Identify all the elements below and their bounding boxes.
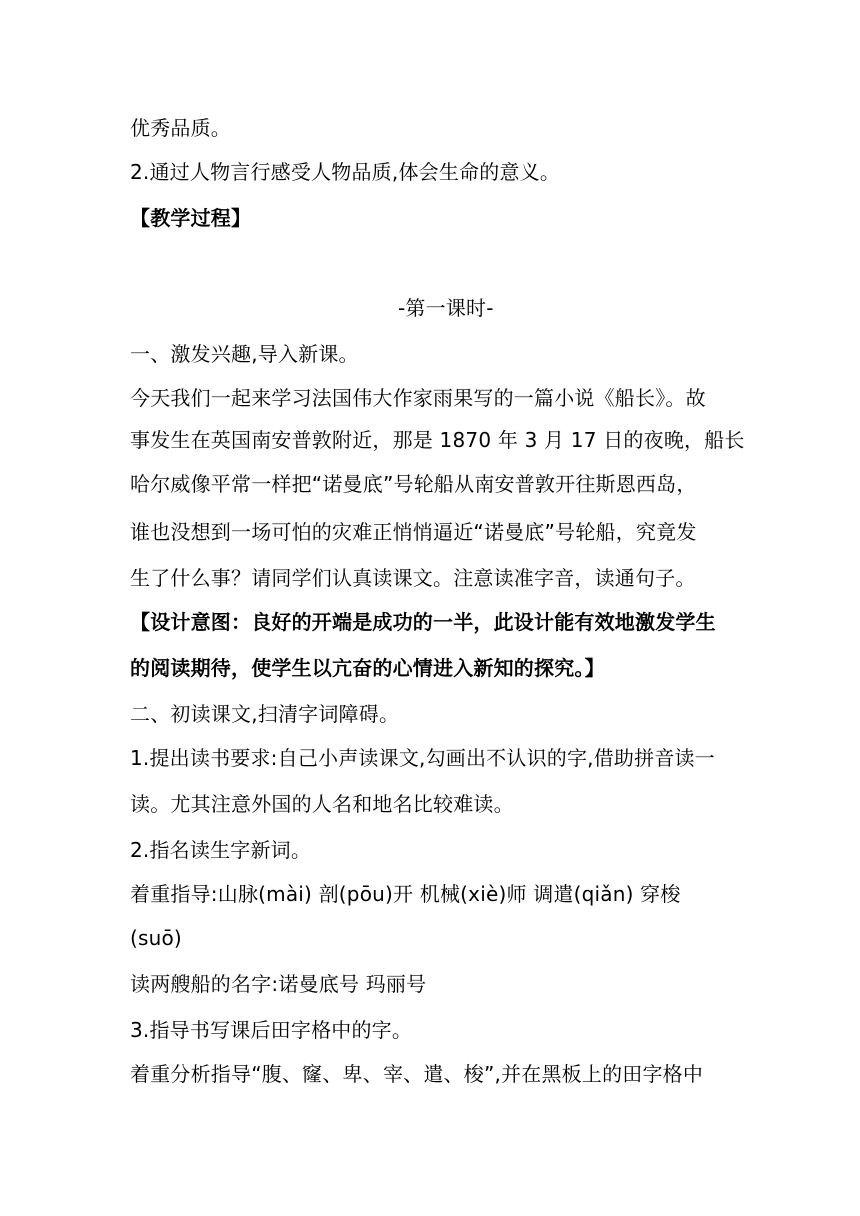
objective-2: 2.通过人物言行感受人物品质,体会生命的意义。 bbox=[130, 160, 561, 184]
intro-line: 今天我们一起来学习法国伟大作家雨果写的一篇小说《船长》。故 bbox=[130, 386, 706, 410]
objectives-tail: 优秀品质。 bbox=[130, 116, 231, 140]
step-2-heading: 二、初读课文,扫清字词障碍。 bbox=[130, 702, 400, 726]
item-1-line: 1.提出读书要求:自己小声读课文,勾画出不认识的字,借助拼音读一 bbox=[130, 746, 715, 770]
ship-names: 读两艘船的名字:诺曼底号 玛丽号 bbox=[130, 972, 427, 996]
intro-line: 事发生在英国南安普敦附近，那是 1870 年 3 月 17 日的夜晚，船长 bbox=[130, 428, 745, 452]
design-note-line: 【设计意图：良好的开端是成功的一半，此设计能有效地激发学生 bbox=[130, 610, 716, 634]
item-2: 2.指名读生字新词。 bbox=[130, 838, 312, 862]
design-note-line: 的阅读期待，使学生以亢奋的心情进入新知的探究。】 bbox=[130, 656, 605, 680]
section-process-heading: 【教学过程】 bbox=[130, 206, 252, 230]
writing-guide: 着重分析指导“腹、窿、卑、宰、遣、梭”,并在黑板上的田字格中 bbox=[130, 1062, 704, 1086]
lesson-title: -第一课时- bbox=[398, 296, 494, 320]
step-1-heading: 一、激发兴趣,导入新课。 bbox=[130, 342, 359, 366]
pronunciation-line: 着重指导:山脉(mài) 剖(pōu)开 机械(xiè)师 调遣(qiǎn) 穿梭 bbox=[130, 882, 681, 906]
intro-line: 哈尔威像平常一样把“诺曼底”号轮船从南安普敦开往斯恩西岛， bbox=[130, 472, 697, 496]
intro-line: 生了什么事？请同学们认真读课文。注意读准字音，读通句子。 bbox=[130, 566, 696, 590]
intro-line: 谁也没想到一场可怕的灾难正悄悄逼近“诺曼底”号轮船，究竟发 bbox=[130, 520, 697, 544]
item-1-line: 读。尤其注意外国的人名和地名比较难读。 bbox=[130, 792, 514, 816]
pronunciation-line: (suō) bbox=[130, 926, 182, 950]
item-3: 3.指导书写课后田字格中的字。 bbox=[130, 1018, 413, 1042]
